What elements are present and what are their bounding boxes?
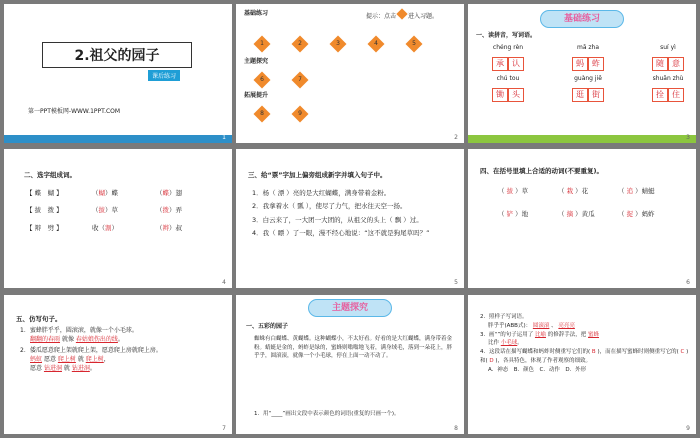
word-cell: suí yì 随 意 bbox=[648, 44, 688, 71]
choice-list bbox=[26, 189, 216, 233]
answer-1: 翻翻的春雨 就像 春姑娘伤出的线。 bbox=[30, 335, 124, 343]
verb-item: （ 捉 ）蚂蚱 bbox=[618, 210, 655, 219]
verb-grid bbox=[498, 187, 688, 220]
hint-text: 提示：点击 进入习题。 bbox=[366, 10, 438, 22]
slide-3[interactable] bbox=[468, 4, 696, 143]
exercise-heading: 一、读拼音，写词语。 bbox=[476, 32, 537, 39]
answer-2: 胖乎乎(ABB式)： 圆滚滚 、 亮亮亮 bbox=[488, 322, 575, 329]
verb-item: （ 铲 ）地 bbox=[498, 210, 529, 219]
slide-number: 2 bbox=[454, 134, 458, 141]
imitation-list bbox=[20, 327, 225, 373]
question-3: 3．画“”的句子运用了 比喻 的修辞手法，把 蜜蜂 bbox=[480, 331, 599, 338]
bottom-band bbox=[468, 135, 696, 143]
answer-3: 比作 小毛球。 bbox=[488, 340, 523, 347]
slide-number: 9 bbox=[686, 425, 690, 432]
sentence-list bbox=[252, 189, 457, 239]
question-1: 1．用“____”画出文段中表示颜色的词语(重复的只画一个)。 bbox=[254, 411, 400, 417]
reading-passage: 蜘蛛有白蝴蝶、黄蝴蝶。这种蝴蝶小，不太好看。好看的是大红蝴蝶，满身带着金粉。蜻蜓是金的，蚂蚱是绿的，蜜蜂则嗡嗡地飞着，满身绒毛，落到一朵花上，胖乎乎，圆滚滚，就像一个小毛球，停在上面一动不动了。 bbox=[254, 336, 453, 360]
verb-item: （ 拔 ）草 bbox=[498, 187, 529, 195]
exercise-heading: 五、仿写句子。 bbox=[16, 315, 62, 323]
verb-item: （ 摘 ）黄瓜 bbox=[558, 210, 595, 219]
word-cell: mā zha 蚂 蚱 bbox=[568, 44, 608, 71]
slide-number: 7 bbox=[222, 425, 226, 432]
exercise-number: 1 bbox=[260, 40, 264, 47]
slide-4[interactable] bbox=[4, 149, 232, 288]
verb-item: （ 栽 ）花 bbox=[558, 187, 589, 195]
exercise-number: 5 bbox=[412, 40, 416, 47]
sentence-1: 1．蜜蜂胖乎乎，圆滚滚，就像一个小毛球。 bbox=[20, 327, 138, 334]
slide-8[interactable] bbox=[236, 295, 464, 434]
slide-5[interactable] bbox=[236, 149, 464, 288]
slide-number: 1 bbox=[222, 134, 226, 141]
choice-row: 【 蝶 蝴 】 （蝴）蝶 （蝶）翅 bbox=[26, 189, 182, 197]
options: A．神态 B．颜色 C．动作 D．外形 bbox=[488, 366, 587, 373]
question-2: 2．照样子写词语。 bbox=[480, 314, 528, 320]
question-4: 4．这段话在描写蝴蝶和蚂蚱时侧重写它们的( B )，而在描写蜜蜂时则侧重写它的( C )和( D )，各具特色，体现了作者观察的细致。 bbox=[480, 349, 689, 364]
exercise-number: 4 bbox=[374, 40, 378, 47]
choice-row: 【 辩 劈 】 收（割） （辫）叔 bbox=[26, 223, 182, 232]
answer-2: 蚂蚁 愿意 爬上树 就 爬上树， bbox=[30, 356, 110, 364]
slide-number: 6 bbox=[686, 279, 690, 286]
exercise-heading: 二、选字组成词。 bbox=[24, 171, 76, 179]
exercise-number: 2 bbox=[298, 40, 302, 47]
slide-number: 3 bbox=[686, 134, 690, 141]
section-basic: 基础练习 bbox=[244, 10, 269, 17]
slide-2[interactable] bbox=[236, 4, 464, 143]
word-cell: chú tou 锄 头 bbox=[488, 75, 528, 102]
footer-text: 第一PPT模板网-WWW.1PPT.COM bbox=[28, 108, 121, 115]
slide-9[interactable] bbox=[468, 295, 696, 434]
exercise-number: 9 bbox=[298, 110, 302, 117]
badge: 课后练习 bbox=[148, 70, 180, 81]
reading-heading: 一、五彩的园子 bbox=[246, 323, 289, 330]
slide-6[interactable] bbox=[468, 149, 696, 288]
word-cell: chéng rèn 承 认 bbox=[488, 44, 528, 71]
sentence-2: 2．倭瓜愿意爬上架就爬上架，愿意爬上房就爬上房。 bbox=[20, 347, 162, 355]
exercise-number: 7 bbox=[298, 76, 302, 83]
pinyin-grid bbox=[488, 44, 688, 102]
exercise-heading: 四、在括号里填上合适的动词(不要重复)。 bbox=[480, 167, 603, 175]
exercise-number: 6 bbox=[260, 76, 264, 83]
exercise-heading: 三、给“票”字加上偏旁组成新字并填入句子中。 bbox=[248, 171, 387, 179]
slide-number: 4 bbox=[222, 279, 226, 286]
section-theme: 主题探究 bbox=[244, 58, 269, 65]
slide-7[interactable] bbox=[4, 295, 232, 434]
choice-row: 【 拔 拨 】 （拔）草 （拨）弄 bbox=[26, 206, 182, 215]
verb-item: （ 追 ）蜻蜓 bbox=[618, 187, 655, 195]
bottom-band bbox=[4, 135, 232, 143]
slide-number: 5 bbox=[454, 279, 458, 286]
sentence-2: 2．我拿着水（ 瓢 ），使尽了力气，把水往天空一扬。 bbox=[252, 202, 407, 211]
slide-number: 8 bbox=[454, 425, 458, 432]
sentence-4: 4．我（ 瞟 ）了一眼，漫不经心地说：“这不就是狗尾草吗？” bbox=[252, 229, 430, 238]
slide-1[interactable] bbox=[4, 4, 232, 143]
section-badge: 基础练习 bbox=[540, 10, 624, 28]
section-badge: 主题探究 bbox=[308, 299, 392, 317]
section-extend: 拓展提升 bbox=[244, 92, 269, 99]
exercise-number: 8 bbox=[260, 110, 264, 117]
answer-3: 愿意 钻进洞 就 钻进洞。 bbox=[30, 364, 96, 372]
slide-title: 2.祖父的园子 bbox=[42, 42, 192, 68]
sentence-3: 3．白云来了，一大团一大团的，从祖父的头上（ 飘 ）过。 bbox=[252, 215, 423, 224]
word-cell: shuān zhù 拴 住 bbox=[648, 75, 688, 102]
exercise-number: 3 bbox=[336, 40, 340, 47]
word-cell: guàng jiē 逛 街 bbox=[568, 75, 608, 102]
question-list bbox=[480, 313, 690, 375]
sentence-1: 1．杨（ 漂 ）亮的是大红蝴蝶，满身带着金粉。 bbox=[252, 189, 391, 197]
